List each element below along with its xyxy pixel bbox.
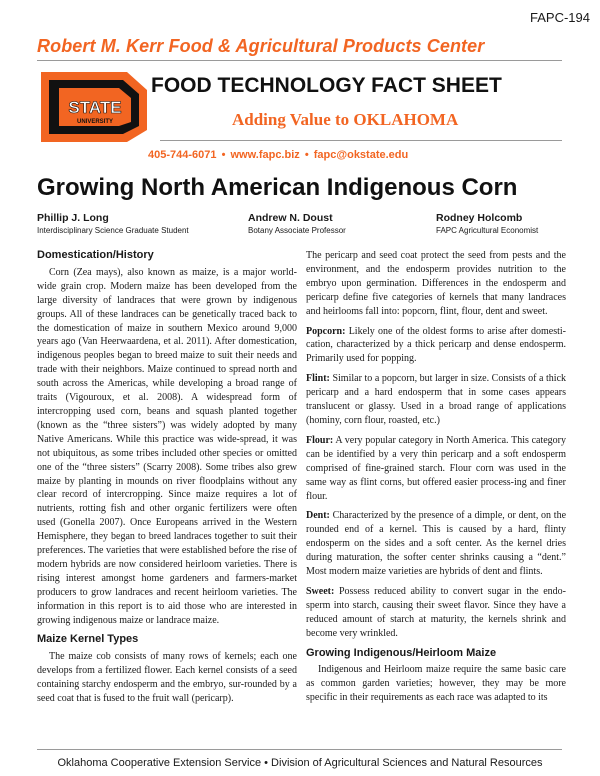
logo-university-word: UNIVERSITY (76, 119, 114, 125)
separator: • (304, 149, 309, 161)
author-name: Phillip J. Long (37, 212, 109, 224)
kernel-type-term: Popcorn: (306, 325, 346, 337)
author-name: Rodney Holcomb (436, 212, 523, 224)
footer-text: Oklahoma Cooperative Extension Service • Division of Agricultural Sciences and Natural Resources (57, 757, 543, 769)
author-role: FAPC Agricultural Economist (436, 226, 539, 235)
kernel-type-text: Possess reduced ability to convert sugar in the endo-sperm into starch, causing their sweet flavor. Since they have a reduced amount of starch at maturity, the kernels shrink and become very wrinkled. (306, 585, 567, 639)
section-heading-kernel-types: Maize Kernel Types (37, 633, 139, 646)
kernel-type-flint (306, 372, 566, 428)
phone-number: 405-744-6071 (148, 149, 217, 161)
contact-line (147, 149, 409, 161)
kernel-type-popcorn (306, 325, 566, 367)
document-code: FAPC-194 (530, 10, 590, 25)
website-link[interactable]: www.fapc.biz (230, 149, 300, 161)
kernel-types-paragraph: The maize cob consists of many rows of kernels; each one develops from a fertilized flower. Each kernel consists of a seed containing starchy endosperm and the embryo, sur-rounded by a seed coat that is fused to the fruit wall (pericarp). (37, 651, 297, 705)
kernel-type-sweet (306, 585, 566, 641)
right-column (306, 249, 566, 711)
article-title: Growing North American Indigenous Corn (37, 174, 518, 201)
fact-sheet-title: FOOD TECHNOLOGY FACT SHEET (151, 74, 502, 97)
kernel-type-dent (306, 509, 566, 579)
author-name: Andrew N. Doust (248, 212, 333, 224)
kernel-type-text: A very popular category in North America. This category can be identified by a very thin pericarp and a soft endosperm comprised of fine-grained starch. Flour corn was used in the same way as flint corns, but offered easier process-ing and finer flour. (306, 434, 566, 502)
author-block (37, 212, 189, 235)
logo-state-word: STATE (68, 98, 122, 117)
center-name: Robert M. Kerr Food & Agricultural Products Center (37, 36, 485, 56)
kernel-type-term: Flint: (306, 373, 330, 385)
author-role: Interdisciplinary Science Graduate Student (37, 226, 189, 235)
author-block (248, 212, 346, 235)
kernel-type-text: Likely one of the oldest forms to arise after domesti-cation, characterized by a thick pericarp and dense endosperm. Primarily used for popping. (306, 325, 566, 365)
kernel-type-flour (306, 434, 566, 504)
header-mid-rule (160, 140, 562, 141)
growing-paragraph: Indigenous and Heirloom maize require the same basic care as common garden varieties; however, they may be more specific in their requirements as each race was adapted to its (306, 664, 566, 704)
section-heading-growing: Growing Indigenous/Heirloom Maize (306, 646, 497, 659)
tagline: Adding Value to OKLAHOMA (232, 110, 459, 129)
author-block (436, 212, 538, 235)
section-heading-domestication: Domestication/History (37, 249, 154, 261)
kernel-type-term: Sweet: (306, 585, 335, 597)
kernel-type-text: Characterized by the presence of a dimple, or dent, on the rounded end of a kernel. This is caused by a hard, flinty endosperm on the sides and a soft center. As the kernel dries during maturation, the softer center shrinks causing a “dent.” Most modern maize varieties are hybrids of dent and flints. (306, 510, 567, 578)
kernel-type-term: Dent: (306, 510, 330, 522)
header-top-rule (37, 60, 562, 61)
kernel-type-text: Similar to a popcorn, but larger in size. Consists of a thick pericarp and a hard endosperm that in some cases appears translucent or glassy. Used in a broad range of applications (hominy, corn flour, roasted, etc.) (306, 373, 567, 426)
separator: • (221, 149, 226, 161)
domestication-paragraph: Corn (Zea mays), also known as maize, is a major world-wide grain crop. Modern maize has been developed from the large diversity of landraces that were grown by indigenous groups. All of these landraces can be genetically traced back to the domestication of maize in southern Mexico around 9,000 years ago (Van Heerwaardena, et al. 2011). After domestication, indigenous peoples began to breed maize to suit their needs and trade with their neighbors. Maize continued to spread north and south across the Americas, while developing a broad range of traits (Vigouroux, et al. 2008). A widespread form of intercropping used corn, beans and squash planted together (known as the “three sisters”) was widely adopted by many Native Americans. While this practice was wide-spread, it was not ubiquitous, as some tribes included other species or omitted one of the “three sisters” (Scarry 2008). Some tribes also grew maize by planting in mounds on river floodplains without any clear record of intercropping. Since maize requires a lot of nutrients, rotting fish and other organic fertilizers were often used (Gonella 2007). Once Europeans arrived in the Western Hemisphere, they began to breed landraces together to suit their preferences. The varieties that were established before the rise of modern hybrids are now considered heirloom varieties. There is rising interest amongst home gardeners and farmers-market producers to grow landraces and recent heirloom varieties. The information in this report is to aid those who are interested in growing indigenous maize or landrace maize. (37, 266, 297, 626)
email-link[interactable]: fapc@okstate.edu (313, 149, 409, 161)
kernel-type-term: Flour: (306, 434, 334, 446)
osu-state-university-logo (35, 66, 157, 148)
author-role: Botany Associate Professor (248, 226, 346, 235)
kernel-intro-paragraph: The pericarp and seed coat protect the seed from pests and the environment, and the endosperm provides nutrition to the embryo upon germination. Differences in the endosperm and pericarp define five categories of kernels that many landraces and heirlooms fall into: popcorn, flint, flour, dent and sweet. (306, 250, 566, 317)
footer-rule (37, 749, 562, 750)
left-column (37, 249, 297, 712)
